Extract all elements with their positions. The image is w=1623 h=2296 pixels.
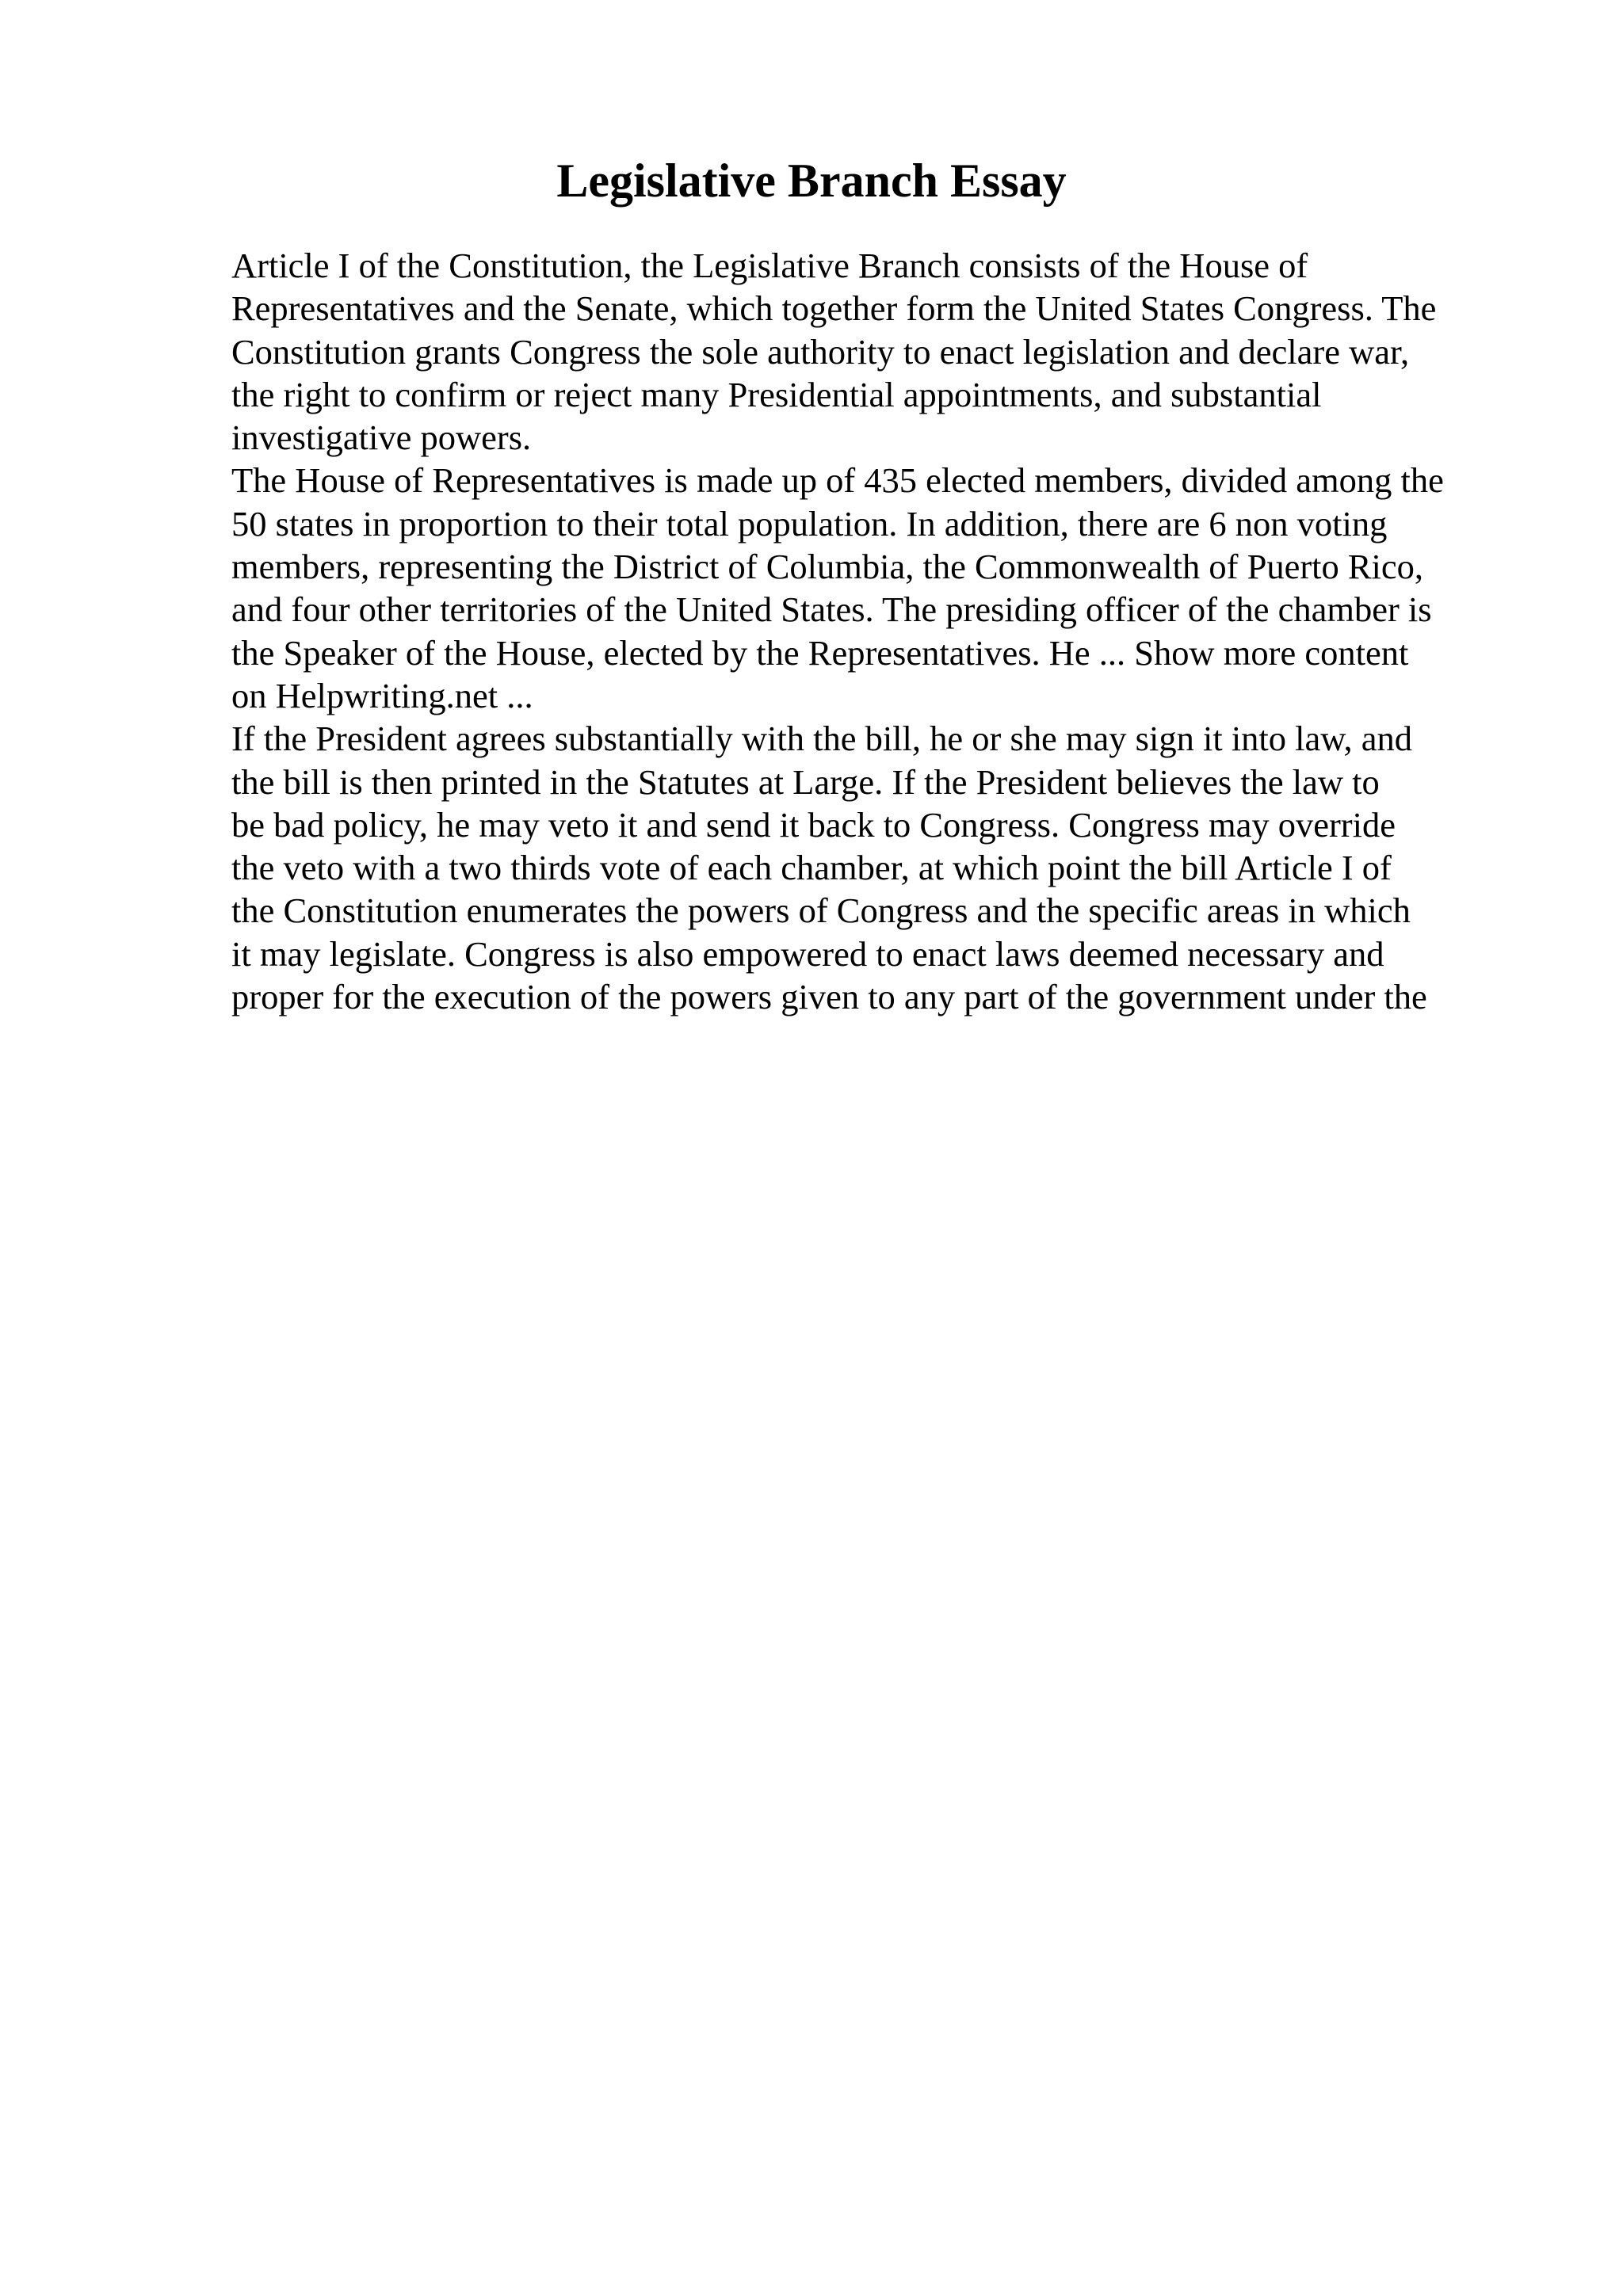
body-line: on Helpwriting.net ...	[231, 675, 533, 715]
body-line: members, representing the District of Columbia, the Commonwealth of Puerto Rico,	[231, 547, 1424, 587]
body-line: investigative powers.	[231, 418, 532, 458]
body-line: the Constitution enumerates the powers of Congress and the specific areas in which	[231, 891, 1411, 931]
body-line: proper for the execution of the powers given to any part of the government under the	[231, 977, 1427, 1017]
body-line: the Speaker of the House, elected by the Representatives. He ... Show more content	[231, 632, 1409, 673]
body-line: Constitution grants Congress the sole authority to enact legislation and declare war,	[231, 331, 1410, 372]
body-line: be bad policy, he may veto it and send it back to Congress. Congress may override	[231, 804, 1396, 845]
body-line: Article I of the Constitution, the Legislative Branch consists of the House of	[231, 246, 1308, 285]
document-body	[231, 244, 1515, 1018]
body-line: the right to confirm or reject many Presidential appointments, and substantial	[231, 374, 1322, 414]
document-title: Legislative Branch Essay	[556, 154, 1067, 207]
body-line: and four other territories of the United States. The presiding officer of the chamber is	[231, 589, 1432, 630]
body-line: The House of Representatives is made up of 435 elected members, divided among the	[231, 460, 1444, 501]
body-line: the veto with a two thirds vote of each chamber, at which point the bill Article I of	[231, 848, 1392, 888]
body-line: Representatives and the Senate, which together form the United States Congress. The	[231, 288, 1437, 329]
body-line: 50 states in proportion to their total population. In addition, there are 6 non voting	[231, 503, 1388, 543]
body-line: it may legislate. Congress is also empowered to enact laws deemed necessary and	[231, 933, 1384, 974]
body-line: the bill is then printed in the Statutes at Large. If the President believes the law to	[231, 761, 1380, 802]
body-line: If the President agrees substantially with the bill, he or she may sign it into law, and	[231, 719, 1413, 759]
